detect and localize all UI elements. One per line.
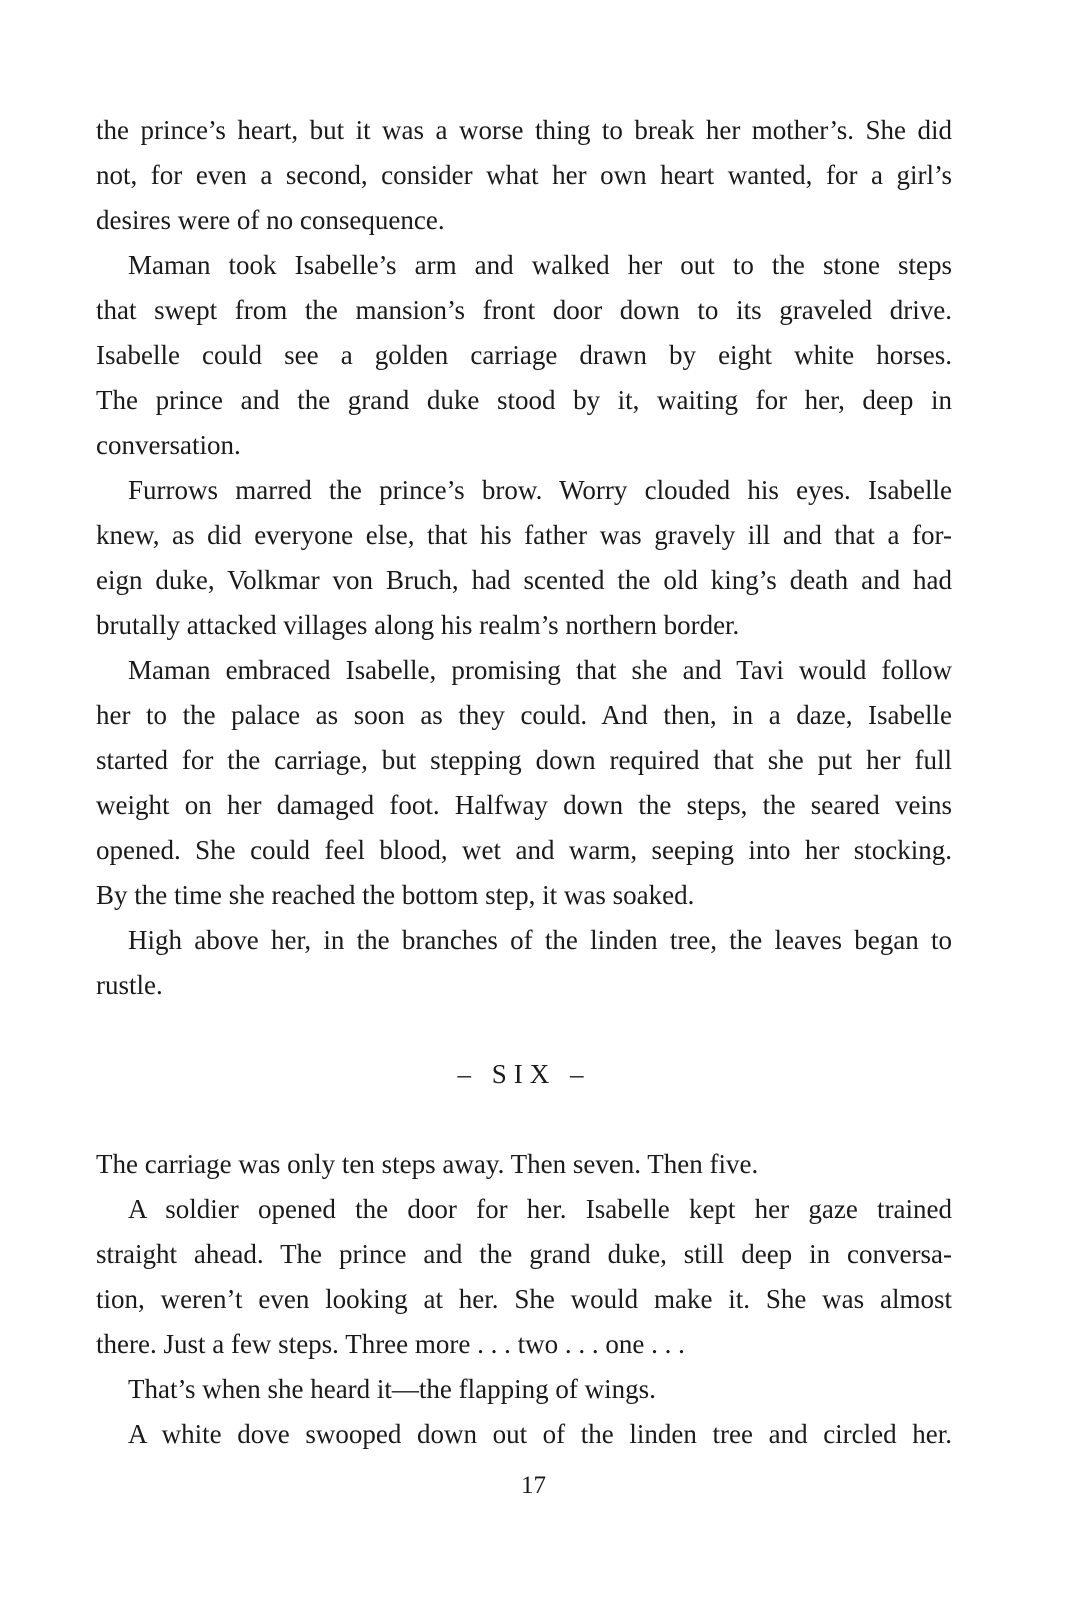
page-number: 17	[521, 1472, 546, 1499]
chapter-heading: – SIX –	[457, 1059, 591, 1089]
paragraph-2	[96, 243, 952, 468]
paragraph-4	[96, 648, 952, 918]
text-line: straight ahead. The prince and the grand duke, still deep in conversa-	[96, 1239, 952, 1269]
text-line: desires were of no consequence.	[96, 205, 445, 235]
paragraph-5	[96, 918, 952, 1008]
text-line: conversation.	[96, 430, 241, 460]
book-page-text	[96, 108, 952, 1457]
text-line: Furrows marred the prince’s brow. Worry clouded his eyes. Isabelle	[128, 475, 952, 505]
text-line: rustle.	[96, 970, 163, 1000]
text-line: tion, weren’t even looking at her. She would make it. She was almost	[96, 1284, 952, 1314]
text-line: Maman embraced Isabelle, promising that she and Tavi would follow	[128, 655, 952, 685]
text-line: her to the palace as soon as they could. And then, in a daze, Isabelle	[96, 700, 952, 730]
text-line: started for the carriage, but stepping down required that she put her full	[96, 745, 952, 775]
text-line: not, for even a second, consider what her own heart wanted, for a girl’s	[96, 160, 952, 190]
text-line: that swept from the mansion’s front door down to its graveled drive.	[96, 295, 952, 325]
text-line: weight on her damaged foot. Halfway down the steps, the seared veins	[96, 790, 952, 820]
text-line: A soldier opened the door for her. Isabelle kept her gaze trained	[128, 1194, 952, 1224]
paragraph-9	[96, 1412, 952, 1457]
text-line: opened. She could feel blood, wet and warm, seeping into her stocking.	[96, 835, 952, 865]
text-line: knew, as did everyone else, that his father was gravely ill and that a for-	[96, 520, 952, 550]
paragraph-1	[96, 108, 952, 243]
text-line: there. Just a few steps. Three more . . . two . . . one . . .	[96, 1329, 685, 1359]
paragraph-3	[96, 468, 952, 648]
paragraph-7	[96, 1187, 952, 1367]
text-line: the prince’s heart, but it was a worse thing to break her mother’s. She did	[96, 115, 952, 145]
paragraph-8	[96, 1367, 952, 1412]
text-line: High above her, in the branches of the linden tree, the leaves began to	[128, 925, 952, 955]
text-line: Isabelle could see a golden carriage drawn by eight white horses.	[96, 340, 952, 370]
text-line: A white dove swooped down out of the linden tree and circled her.	[128, 1419, 952, 1449]
paragraph-6	[96, 1142, 952, 1187]
text-line: eign duke, Volkmar von Bruch, had scented the old king’s death and had	[96, 565, 952, 595]
text-line: That’s when she heard it—the flapping of wings.	[128, 1374, 656, 1404]
text-line: By the time she reached the bottom step, it was soaked.	[96, 880, 695, 910]
text-line: The carriage was only ten steps away. Then seven. Then five.	[96, 1149, 759, 1179]
text-line: The prince and the grand duke stood by it, waiting for her, deep in	[96, 385, 952, 415]
text-line: Maman took Isabelle’s arm and walked her out to the stone steps	[128, 250, 952, 280]
text-line: brutally attacked villages along his realm’s northern border.	[96, 610, 740, 640]
